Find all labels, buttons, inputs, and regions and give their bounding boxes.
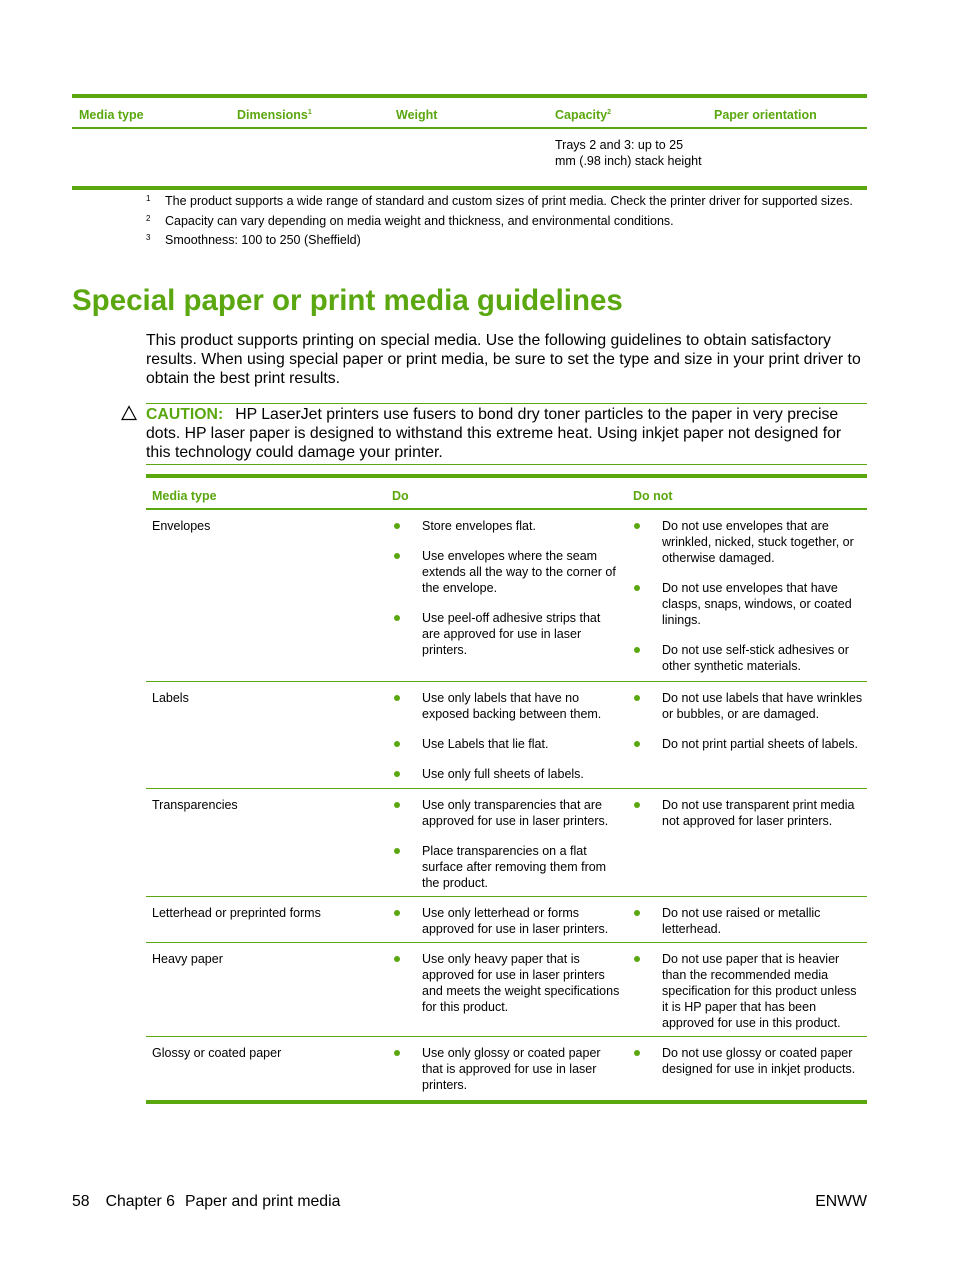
header-do-not: Do not — [633, 489, 673, 503]
list-item — [391, 736, 621, 752]
do-not-cell — [631, 1045, 865, 1091]
list-item-text: Use only letterhead or forms approved for use in laser printers. — [422, 906, 609, 936]
list-item-text: Do not use self-stick adhesives or other synthetic materials. — [662, 643, 849, 673]
list-item — [631, 951, 865, 1031]
bullet-icon — [394, 695, 400, 701]
page-footer — [72, 1193, 340, 1211]
do-not-cell — [631, 518, 865, 688]
media-type-cell: Transparencies — [152, 798, 238, 812]
table-row — [146, 682, 867, 789]
footnote-1: 1 The product supports a wide range of standard and custom sizes of print media. Check the printer driver for supported sizes. — [146, 194, 853, 208]
do-cell — [391, 690, 621, 796]
list-item-text: Use only heavy paper that is approved for use in laser printers and meets the weight specifications for this product. — [422, 952, 620, 1014]
bullet-icon — [634, 523, 640, 529]
bullet-icon — [394, 910, 400, 916]
bullet-icon — [634, 910, 640, 916]
media-type-cell: Heavy paper — [152, 952, 223, 966]
do-cell — [391, 1045, 621, 1107]
bullet-icon — [634, 585, 640, 591]
list-item — [391, 548, 621, 596]
list-item-text: Place transparencies on a flat surface after removing them from the product. — [422, 844, 607, 890]
guidelines-table — [146, 474, 867, 1104]
bullet-icon — [394, 956, 400, 962]
bullet-icon — [394, 848, 400, 854]
list-item — [631, 518, 865, 566]
header-do: Do — [392, 489, 409, 503]
do-cell — [391, 518, 621, 672]
list-item-text: Use only labels that have no exposed backing between them. — [422, 691, 602, 721]
media-spec-table — [72, 94, 867, 190]
list-item-text: Use envelopes where the seam extends all the way to the corner of the envelope. — [422, 549, 616, 595]
list-item — [391, 797, 621, 829]
bullet-icon — [634, 802, 640, 808]
header-paper-orientation: Paper orientation — [714, 108, 817, 122]
bullet-icon — [634, 741, 640, 747]
list-item-text: Do not use glossy or coated paper designed for use in inkjet products. — [662, 1046, 856, 1076]
list-item-text: Do not print partial sheets of labels. — [662, 737, 858, 751]
media-type-cell: Letterhead or preprinted forms — [152, 906, 321, 920]
list-item-text: Use peel-off adhesive strips that are approved for use in laser printers. — [422, 611, 601, 657]
do-not-cell — [631, 797, 865, 843]
do-cell — [391, 951, 621, 1029]
caution-triangle-icon — [121, 405, 137, 421]
list-item-text: Do not use labels that have wrinkles or bubbles, or are damaged. — [662, 691, 863, 721]
list-item — [631, 736, 865, 752]
section-label: Paper and print media — [184, 1193, 341, 1210]
list-item — [391, 843, 621, 891]
bullet-icon — [634, 695, 640, 701]
header-dimensions: Dimensions$^1$ — [237, 108, 312, 122]
list-item-text: Use only glossy or coated paper that is approved for use in laser printers. — [422, 1046, 601, 1092]
list-item — [631, 797, 865, 829]
list-item — [391, 690, 621, 722]
list-item-text: Use only full sheets of labels. — [422, 767, 584, 781]
footnotes — [146, 192, 870, 251]
bullet-icon — [394, 615, 400, 621]
list-item-text: Do not use transparent print media not approved for laser printers. — [662, 798, 855, 828]
bullet-icon — [394, 802, 400, 808]
guidelines-table-header — [146, 474, 867, 510]
media-type-cell: Labels — [152, 691, 189, 705]
bullet-icon — [634, 647, 640, 653]
table-row — [146, 897, 867, 943]
footer-doc-id: ENWW — [815, 1193, 867, 1210]
bullet-icon — [394, 523, 400, 529]
list-item-text: Use Labels that lie flat. — [422, 737, 549, 751]
header-media-type: Media type — [79, 108, 144, 122]
media-spec-table-row — [72, 129, 867, 190]
guidelines-table-body — [146, 510, 867, 1104]
list-item — [391, 518, 621, 534]
capacity-cell: Trays 2 and 3: up to 25 mm (.98 inch) stack height — [555, 138, 702, 168]
media-type-cell: Envelopes — [152, 519, 211, 533]
media-spec-table-header — [72, 94, 867, 129]
list-item — [391, 951, 621, 1015]
list-item — [391, 905, 621, 937]
footnote-2: 2 Capacity can vary depending on media weight and thickness, and environmental conditions. — [146, 213, 674, 228]
bullet-icon — [394, 771, 400, 777]
list-item — [631, 905, 865, 937]
list-item-text: Do not use paper that is heavier than the recommended media specification for this product unless it is HP paper that has been approved for use in this product. — [662, 952, 857, 1030]
footnote-3: 3 Smoothness: 100 to 250 (Sheffield) — [146, 233, 361, 247]
list-item — [391, 766, 621, 782]
bullet-icon — [394, 741, 400, 747]
list-item — [631, 642, 865, 674]
bullet-icon — [394, 553, 400, 559]
page-title: Special paper or print media guidelines — [72, 284, 623, 317]
do-cell — [391, 797, 621, 905]
list-item — [631, 580, 865, 628]
media-type-cell: Glossy or coated paper — [152, 1046, 282, 1060]
caution-note — [146, 403, 867, 465]
list-item — [631, 690, 865, 722]
list-item-text: Do not use raised or metallic letterhead. — [662, 906, 821, 936]
list-item — [391, 610, 621, 658]
header-media-type: Media type — [152, 489, 217, 503]
caution-text: HP LaserJet printers use fusers to bond dry toner particles to the paper in very precise dots. HP laser paper is designed to withstand this extreme heat. Using inkjet paper not designed for this technology could damage your printer. — [146, 406, 842, 461]
chapter-label: Chapter 6 — [105, 1193, 175, 1210]
do-not-cell — [631, 690, 865, 766]
list-item-text: Store envelopes flat. — [422, 519, 536, 533]
list-item — [631, 1045, 865, 1077]
header-capacity: Capacity$^2$ — [555, 108, 612, 122]
list-item-text: Do not use envelopes that have clasps, snaps, windows, or coated linings. — [662, 581, 852, 627]
list-item — [391, 1045, 621, 1093]
bullet-icon — [634, 956, 640, 962]
table-row — [146, 510, 867, 682]
page-number: 58 — [72, 1193, 90, 1210]
bullet-icon — [634, 1050, 640, 1056]
table-row — [146, 789, 867, 897]
do-not-cell — [631, 951, 865, 1045]
table-row — [146, 1037, 867, 1104]
list-item-text: Use only transparencies that are approved for use in laser printers. — [422, 798, 609, 828]
caution-label: CAUTION: — [146, 406, 224, 423]
table-row — [146, 943, 867, 1037]
intro-paragraph: This product supports printing on special media. Use the following guidelines to obtain satisfactory results. When using special paper or print media, be sure to set the type and size in your print driver to obtain the best print results. — [146, 332, 861, 387]
header-weight: Weight — [396, 108, 438, 122]
bullet-icon — [394, 1050, 400, 1056]
list-item-text: Do not use envelopes that are wrinkled, nicked, stuck together, or otherwise damaged. — [662, 519, 854, 565]
